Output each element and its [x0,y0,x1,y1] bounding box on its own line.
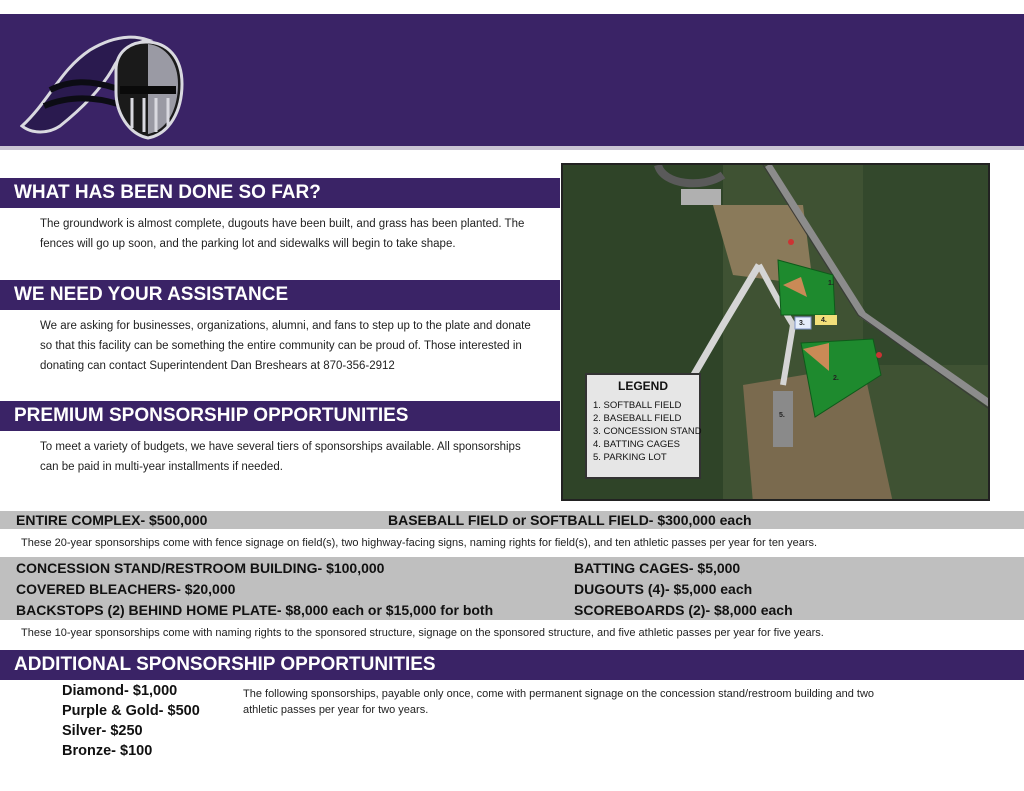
done-line: The groundwork is almost complete, dugouts have been built, and grass has been planted. The [40,218,525,230]
site-map [561,163,990,501]
section-heading-premium: PREMIUM SPONSORSHIP OPPORTUNITIES [0,401,560,431]
legend-item: 1. SOFTBALL FIELD [593,400,682,411]
premium-line: To meet a variety of budgets, we have several tiers of sponsorships available. All sponsorships [40,441,521,453]
tier1-entire-complex: ENTIRE COMPLEX- $500,000 [16,512,208,528]
tier-bronze: Bronze- $100 [62,743,153,759]
legend-item: 3. CONCESSION STAND [593,426,702,437]
map-label-2: 2. [833,375,839,382]
tier2-note: These 10-year sponsorships come with naming rights to the sponsored structure, signage on the sponsored structure, and five athletic passes per year for five years. [21,627,824,639]
assist-line: We are asking for businesses, organizations, alumni, and fans to step up to the plate and donate [40,320,531,332]
assist-line: donating can contact Superintendent Dan Breshears at 870-356-2912 [40,360,395,372]
legend-item: 2. BASEBALL FIELD [593,413,682,424]
map-label-5: 5. [779,412,785,419]
section-heading-additional: ADDITIONAL SPONSORSHIP OPPORTUNITIES [0,650,1024,680]
additional-line: athletic passes per year for two years. [243,704,429,716]
premium-paragraph [40,437,550,477]
legend-title: LEGEND [617,379,668,393]
map-label-1: 1. [828,280,834,287]
tier2-item: DUGOUTS (4)- $5,000 each [574,581,753,597]
tier1-field: BASEBALL FIELD or SOFTBALL FIELD- $300,000 each [388,512,752,528]
tier2-item: COVERED BLEACHERS- $20,000 [16,581,236,597]
map-label-4: 4. [821,317,827,324]
premium-line: can be paid in multi-year installments if needed. [40,461,283,473]
legend-item: 5. PARKING LOT [593,452,667,463]
tier-silver: Silver- $250 [62,723,143,739]
additional-line: The following sponsorships, payable only once, come with permanent signage on the concession stand/restroom building and two [243,688,875,700]
assist-paragraph [40,316,550,376]
tier-diamond: Diamond- $1,000 [62,683,178,699]
done-line: fences will go up soon, and the parking lot and sidewalks will begin to take shape. [40,238,456,250]
section-heading-done: WHAT HAS BEEN DONE SO FAR? [0,178,560,208]
done-paragraph [40,214,550,254]
map-legend [585,373,701,479]
knight-helmet-logo [20,30,190,142]
tier-purple-gold: Purple & Gold- $500 [62,703,200,719]
tier2-item: CONCESSION STAND/RESTROOM BUILDING- $100,000 [16,560,385,576]
tier2-item: BACKSTOPS (2) BEHIND HOME PLATE- $8,000 each or $15,000 for both [16,602,494,618]
map-label-3: 3. [799,320,805,327]
tier2-item: BATTING CAGES- $5,000 [574,560,741,576]
banner-divider [0,146,1024,150]
tier1-note: These 20-year sponsorships come with fence signage on field(s), two highway-facing signs, naming rights for field(s), and ten athletic passes per year for ten years. [21,537,818,549]
section-heading-assist: WE NEED YOUR ASSISTANCE [0,280,560,310]
additional-paragraph [243,686,874,718]
assist-line: so that this facility can be something the entire community can be proud of. Those interested in [40,340,522,352]
tier2-item: SCOREBOARDS (2)- $8,000 each [574,602,793,618]
legend-item: 4. BATTING CAGES [593,439,680,450]
